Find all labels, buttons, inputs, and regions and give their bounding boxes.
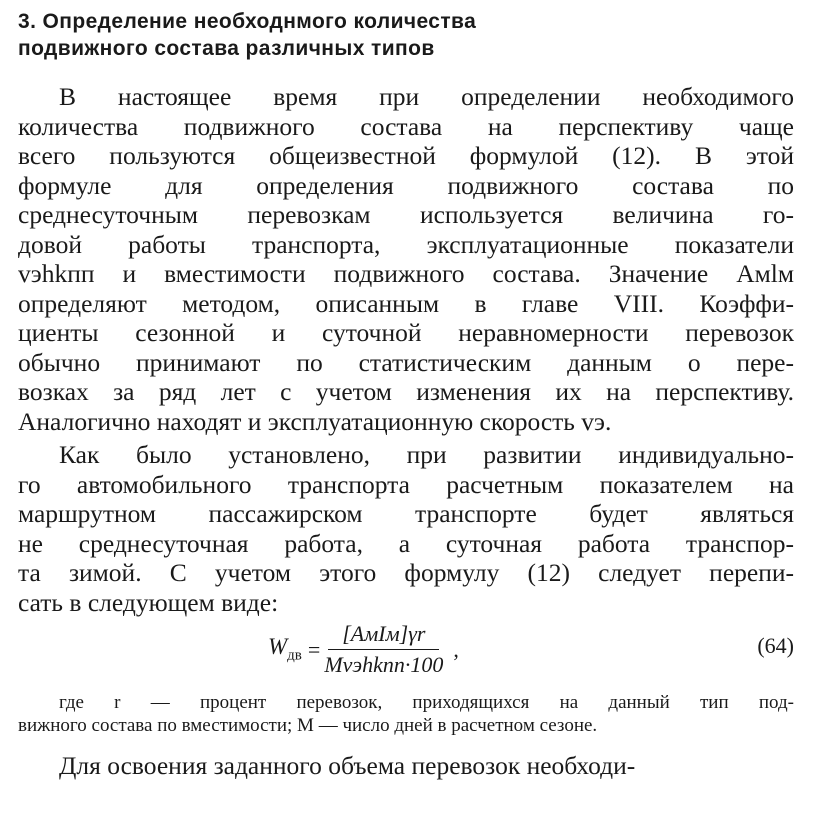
- p1-line: vэhkпп и вместимости подвижного состава. Значение Aмlм: [18, 259, 794, 288]
- formula-note: [18, 691, 794, 737]
- p1-line: довой работы транспорта, эксплуатационные показатели: [18, 229, 794, 259]
- paragraph-2: [18, 440, 794, 617]
- p3-line: Для освоения заданного объема перевозок необходи-: [59, 751, 636, 780]
- p1-line: определяют методом, описанным в главе VIII. Коэффи-: [18, 288, 794, 318]
- formula-comma: ,: [453, 636, 459, 662]
- equation-number: (64): [757, 633, 794, 658]
- p1-line: обычно принимают по статистическим данным о пере-: [18, 347, 794, 377]
- formula-fraction: [324, 621, 443, 678]
- paragraph-3: [18, 751, 794, 781]
- p2-line: не среднесуточная работа, а суточная работа транспор-: [18, 528, 794, 558]
- paragraph-1: [18, 82, 794, 436]
- heading-line-2: подвижного состава различных типов: [18, 37, 435, 60]
- p2-line: маршрутном пассажирском транспорте будет являться: [18, 499, 794, 528]
- p2-line: сать в следующем виде:: [18, 587, 279, 617]
- note-line: где r — процент перевозок, приходящихся на данный тип под-: [59, 692, 794, 713]
- formula-lhs: $W_{дв}$: [268, 634, 302, 664]
- p1-line: формуле для определения подвижного состава по: [18, 170, 794, 200]
- formula-body: [268, 621, 459, 678]
- p1-line: циенты сезонной и суточной неравномерности перевозок: [18, 318, 794, 347]
- formula-numerator: [AмIм]γr: [328, 621, 439, 650]
- formula-64: [18, 619, 794, 683]
- formula-equals: =: [307, 636, 321, 662]
- formula-denominator: Mvэhkпп·100: [324, 652, 444, 677]
- p1-line: Аналогично находят и эксплуатационную скорость vэ.: [18, 406, 612, 436]
- p1-line: В настоящее время при определении необходимого: [59, 82, 794, 111]
- p2-line: Как было установлено, при развитии индивидуально-: [59, 440, 794, 469]
- p1-line: всего пользуются общеизвестной формулой (12). В этой: [18, 141, 794, 170]
- p1-line: среднесуточным перевозкам используется величина го-: [18, 200, 794, 229]
- document-page: [18, 0, 794, 781]
- note-line: вижного состава по вместимости; M — число дней в расчетном сезоне.: [18, 715, 598, 736]
- p2-line: го автомобильного транспорта расчетным показателем на: [18, 469, 794, 499]
- heading-line-1: 3. Определение необходнмого количества: [18, 10, 477, 33]
- p1-line: количества подвижного состава на перспективу чаще: [18, 111, 794, 141]
- section-heading: [18, 8, 794, 62]
- p2-line: та зимой. С учетом этого формулу (12) следует перепи-: [18, 558, 794, 587]
- p1-line: возках за ряд лет с учетом изменения их на перспективу.: [18, 377, 794, 406]
